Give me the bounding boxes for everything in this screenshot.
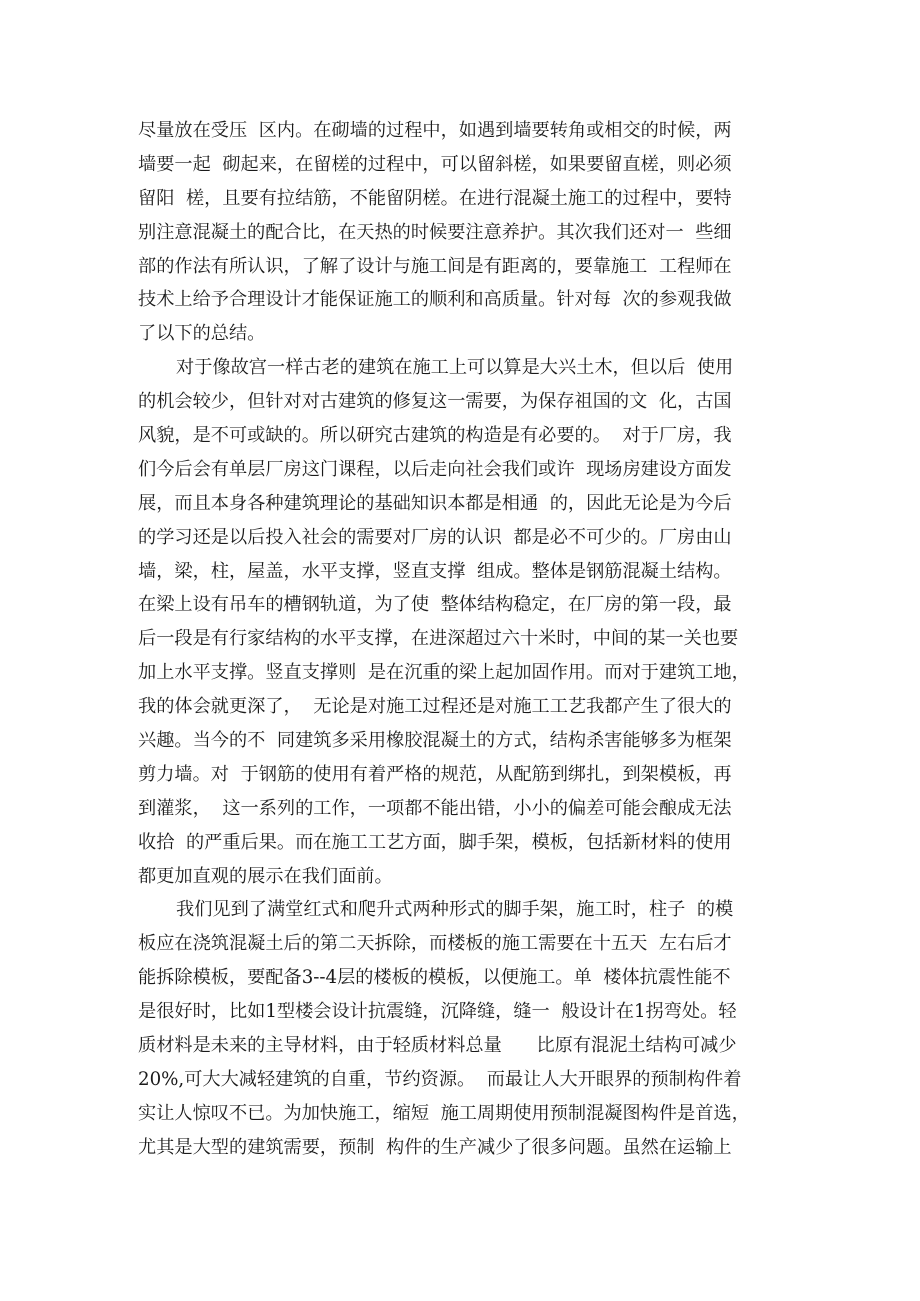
text-line: 墙，梁，柱，屋盖，水平支撑，竖直支撑 组成。整体是钢筋混凝土结构。 xyxy=(138,560,732,582)
text-line: 的学习还是以后投入社会的需要对厂房的认识 都是必不可少的。厂房由山 xyxy=(138,526,732,548)
text-line: 都更加直观的展示在我们面前。 xyxy=(138,865,393,887)
body-text xyxy=(138,114,798,1165)
text-line: 后一段是有行家结构的水平支撑，在进深超过六十米时，中间的某一关也要 xyxy=(138,628,739,650)
text-line: 20%,可大大减轻建筑的自重，节约资源。 而最让人大开眼界的预制构件着 xyxy=(138,1068,742,1090)
text-line: 了以下的总结。 xyxy=(138,323,266,345)
text-line: 别注意混凝土的配合比，在天热的时候要注意养护。其次我们还对一 些细 xyxy=(138,221,732,243)
text-line: 收拾 的严重后果。而在施工工艺方面，脚手架，模板，包括新材料的使用 xyxy=(138,831,732,853)
text-line: 我们见到了满堂红式和爬升式两种形式的脚手架，施工时，柱子 的模 xyxy=(176,899,734,921)
text-line: 风貌，是不可或缺的。所以研究古建筑的构造是有必要的。 对于厂房，我 xyxy=(138,425,732,447)
text-line: 留阳 槎，且要有拉结筋，不能留阴槎。在进行混凝土施工的过程中，要特 xyxy=(138,187,732,209)
text-line: 质材料是未来的主导材料，由于轻质材料总量 比原有混泥土结构可减少 xyxy=(138,1035,737,1057)
text-line: 剪力墙。对 于钢筋的使用有着严格的规范，从配筋到绑扎，到架模板，再 xyxy=(138,763,732,785)
text-line: 我的体会就更深了， 无论是对施工过程还是对施工工艺我都产生了很大的 xyxy=(138,696,732,718)
text-line: 技术上给予合理设计才能保证施工的顺利和高质量。针对每 次的参观我做 xyxy=(138,289,732,311)
text-line: 在梁上设有吊车的槽钢轨道，为了使 整体结构稳定，在厂房的第一段，最 xyxy=(138,594,732,616)
text-line: 加上水平支撑。竖直支撑则 是在沉重的梁上起加固作用。而对于建筑工地， xyxy=(138,662,750,684)
text-line: 们今后会有单层厂房这门课程，以后走向社会我们或许 现场房建设方面发 xyxy=(138,458,732,480)
text-line: 板应在浇筑混凝土后的第二天拆除，而楼板的施工需要在十五天 左右后才 xyxy=(138,933,732,955)
text-line: 展，而且本身各种建筑理论的基础知识本都是相通 的，因此无论是为今后 xyxy=(138,492,732,514)
text-line: 能拆除模板，要配备3--4层的楼板的模板，以便施工。单 楼体抗震性能不 xyxy=(138,967,731,989)
text-line: 墙要一起 砌起来，在留槎的过程中，可以留斜槎，如果要留直槎，则必须 xyxy=(138,153,732,175)
text-line: 对于像故宫一样古老的建筑在施工上可以算是大兴土木，但以后 使用 xyxy=(176,357,734,379)
text-line: 部的作法有所认识，了解了设计与施工间是有距离的，要靠施工 工程师在 xyxy=(138,255,732,277)
text-line: 实让人惊叹不已。为加快施工，缩短 施工周期使用预制混凝图构件是首选， xyxy=(138,1102,750,1124)
text-line: 尽量放在受压 区内。在砌墙的过程中，如遇到墙要转角或相交的时候，两 xyxy=(138,120,732,141)
text-line: 是很好时，比如1型楼会设计抗震缝，沉降缝，缝一 般设计在1拐弯处。轻 xyxy=(138,1001,737,1023)
text-line: 到灌浆， 这一系列的工作，一项都不能出错，小小的偏差可能会酿成无法 xyxy=(138,797,732,819)
text-line: 的机会较少，但针对对古建筑的修复这一需要，为保存祖国的文 化，古国 xyxy=(138,391,732,413)
text-line: 尤其是大型的建筑需要，预制 构件的生产减少了很多问题。虽然在运输上 xyxy=(138,1136,732,1158)
text-line: 兴趣。当今的不 同建筑多采用橡胶混凝土的方式，结构杀害能够多为框架 xyxy=(138,730,732,752)
